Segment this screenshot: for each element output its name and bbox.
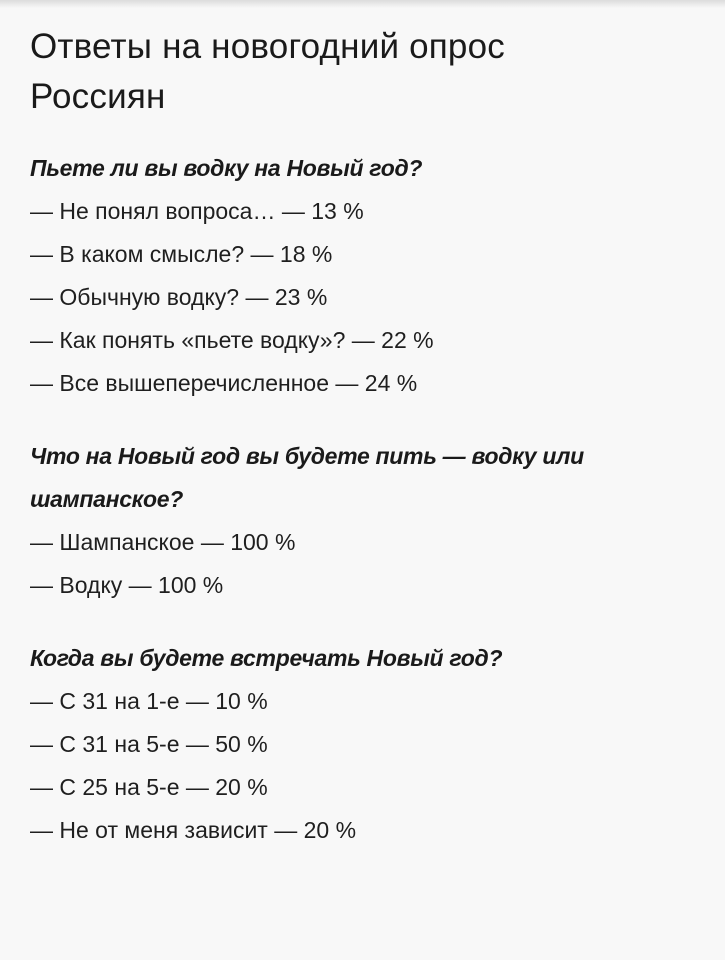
answer-item: — В каком смысле? — 18 % [30,241,333,267]
question-heading: Что на Новый год вы будете пить — водку или шампанское? [30,443,584,512]
top-shadow-strip [0,0,725,8]
poll-section-vodka [30,147,700,405]
answer-item: — Как понять «пьете водку»? — 22 % [30,327,434,353]
answer-list [30,190,700,405]
page-title: Ответы на новогодний опрос Россиян [30,27,505,116]
answer-item: — Шампанское — 100 % [30,529,296,555]
answer-item: — Обычную водку? — 23 % [30,284,328,310]
answer-item: — С 31 на 1-е — 10 % [30,688,268,714]
answer-item: — Водку — 100 % [30,572,224,598]
answer-item: — С 31 на 5-е — 50 % [30,731,268,757]
answer-item: — С 25 на 5-е — 20 % [30,774,268,800]
answer-item: — Не от меня зависит — 20 % [30,817,357,843]
poll-document [30,22,700,852]
poll-section-celebration-dates [30,637,700,852]
answer-item: — Все вышеперечисленное — 24 % [30,370,418,396]
answer-item: — Не понял вопроса… — 13 % [30,198,364,224]
answer-list [30,680,700,852]
question-heading: Пьете ли вы водку на Новый год? [30,155,423,181]
answer-list [30,521,700,607]
question-heading: Когда вы будете встречать Новый год? [30,645,503,671]
poll-section-drink-choice [30,435,700,607]
